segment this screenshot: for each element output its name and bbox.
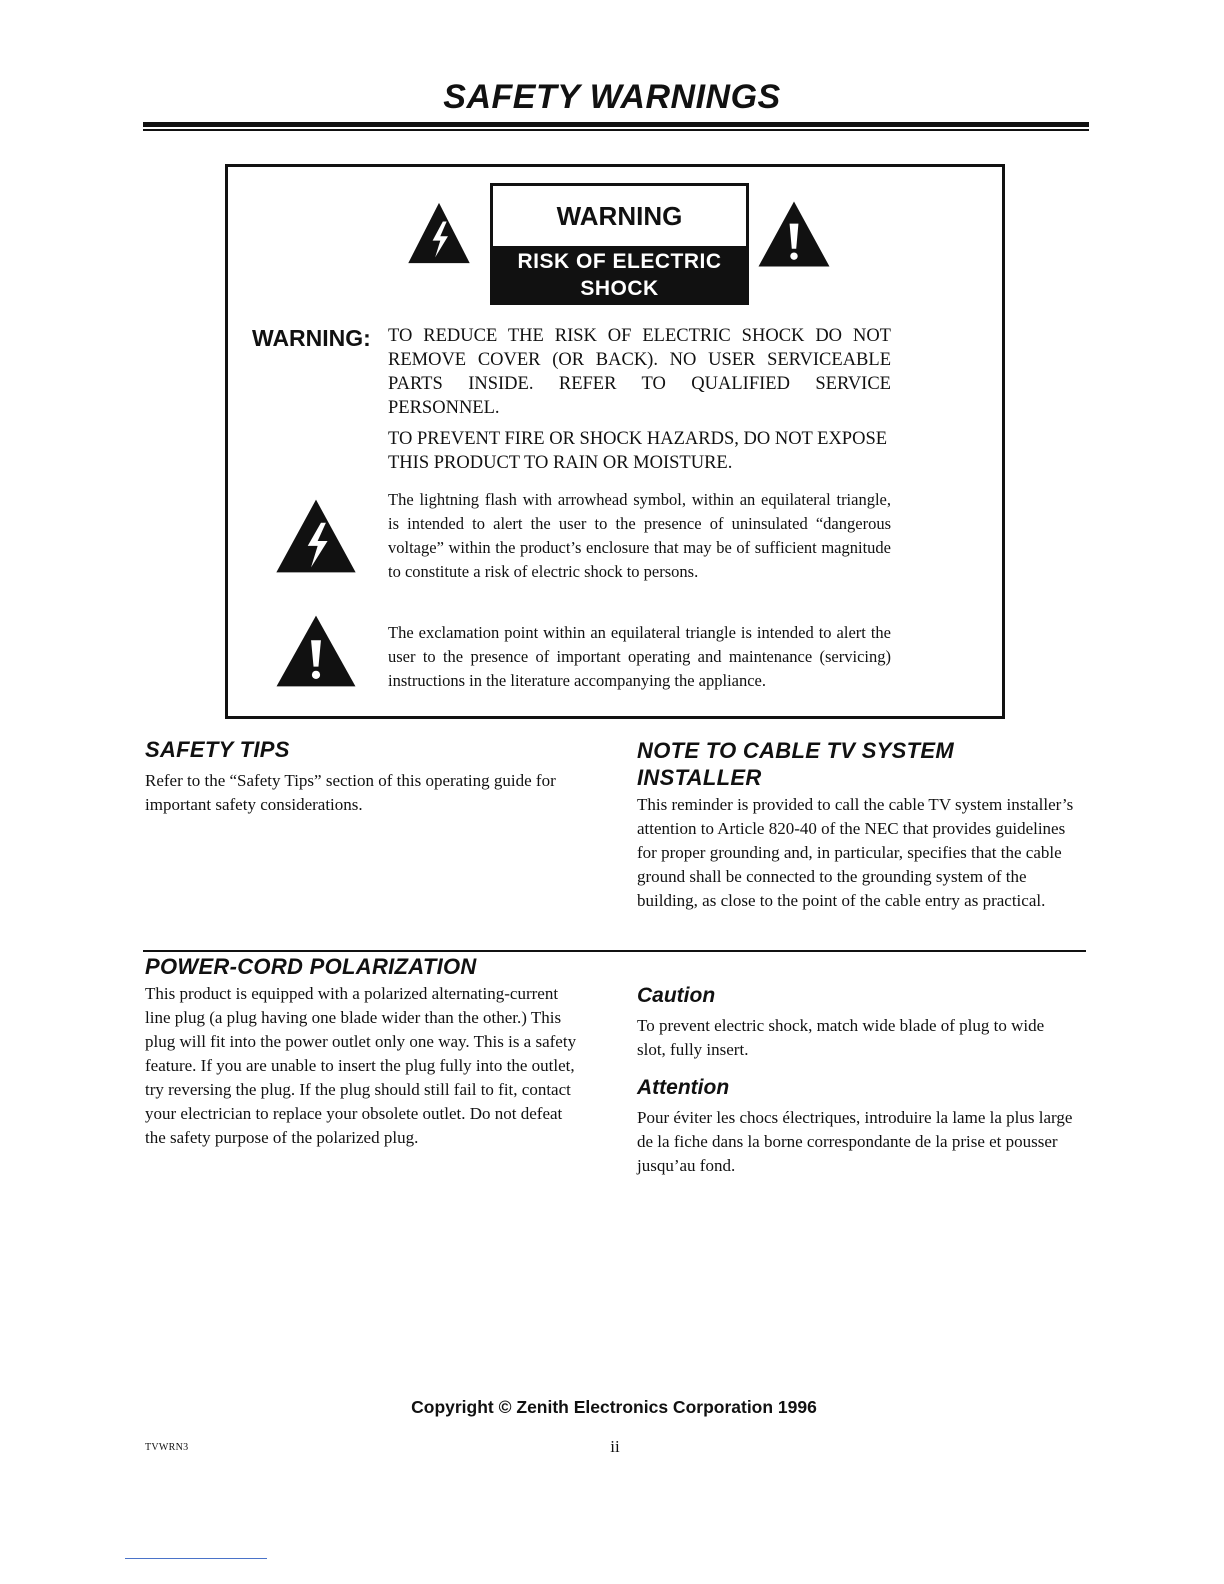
warning-label	[490, 183, 749, 327]
exclamation-symbol-description: The exclamation point within an equilateral triangle is intended to alert the user to the presence of important operating and maintenance (servicing) instructions in the literature accompanying the appliance.	[388, 623, 891, 690]
safety-tips-heading: SAFETY TIPS	[145, 737, 290, 762]
power-cord-body: This product is equipped with a polarized alternating-current line plug (a plug having one blade wider than the other.) This plug will fit into the power outlet only one way. This is a safety feature. If you are unable to insert the plug fully into the outlet, try reversing the plug. If the plug should still fail to fit, contact your electrician to replace your obsolete outlet. Do not defeat the safety purpose of the polarized plug.	[145, 984, 577, 1147]
warning-label-title: WARNING	[556, 201, 683, 231]
cable-note-heading-line2: INSTALLER	[637, 765, 762, 790]
caution-body: To prevent electric shock, match wide blade of plug to wide slot, fully insert.	[637, 1016, 1045, 1059]
title-rule-thin	[143, 129, 1089, 131]
title-rule-thick	[143, 122, 1089, 127]
caution-heading: Caution	[637, 984, 716, 1007]
power-cord-heading: POWER-CORD POLARIZATION	[145, 954, 477, 979]
cable-note-heading	[637, 737, 1037, 791]
warning-label-banner	[493, 246, 746, 327]
warning-label-line1: RISK OF ELECTRIC SHOCK	[517, 250, 722, 300]
safety-tips-body: Refer to the “Safety Tips” section of this operating guide for important safety considerations.	[145, 771, 556, 814]
cable-note-heading-line1: NOTE TO CABLE TV SYSTEM	[637, 738, 954, 763]
copyright-notice: Copyright © Zenith Electronics Corporation 1996	[411, 1397, 817, 1417]
document-code: TVWRN3	[145, 1442, 189, 1453]
lightning-triangle-icon	[407, 201, 471, 265]
warning-paragraph-cover: TO REDUCE THE RISK OF ELECTRIC SHOCK DO NOT REMOVE COVER (OR BACK). NO USER SERVICEABLE PARTS INSIDE. REFER TO QUALIFIED SERVICE PERSONNEL.	[388, 326, 891, 418]
attention-heading: Attention	[637, 1076, 730, 1099]
warning-paragraph-moisture: TO PREVENT FIRE OR SHOCK HAZARDS, DO NOT EXPOSE THIS PRODUCT TO RAIN OR MOISTURE.	[388, 429, 888, 473]
page-title: SAFETY WARNINGS	[443, 78, 781, 116]
exclamation-triangle-icon	[757, 200, 831, 268]
page-number: ii	[610, 1437, 620, 1456]
warning-label-line2: DO NOT OPEN	[543, 304, 696, 327]
warning-heading: WARNING:	[252, 325, 371, 351]
attention-body: Pour éviter les chocs électriques, introduire la lame la plus large de la fiche dans la borne correspondante de la prise et pousser jusqu’au fond.	[637, 1108, 1073, 1175]
footnote-rule	[125, 1558, 267, 1559]
section-divider	[143, 950, 1086, 952]
lightning-triangle-icon	[274, 498, 358, 574]
exclamation-triangle-icon	[274, 614, 358, 688]
cable-note-body: This reminder is provided to call the cable TV system installer’s attention to Article 820-40 of the NEC that provides guidelines for proper grounding and, in particular, specifies that the cable ground shall be connected to the grounding system of the building, as close to the point of the cable entry as practical.	[637, 795, 1074, 910]
lightning-symbol-description: The lightning flash with arrowhead symbol, within an equilateral triangle, is intended to alert the user to the presence of uninsulated “dangerous voltage” within the product’s enclosure that may be of sufficient magnitude to constitute a risk of electric shock to persons.	[388, 490, 891, 581]
